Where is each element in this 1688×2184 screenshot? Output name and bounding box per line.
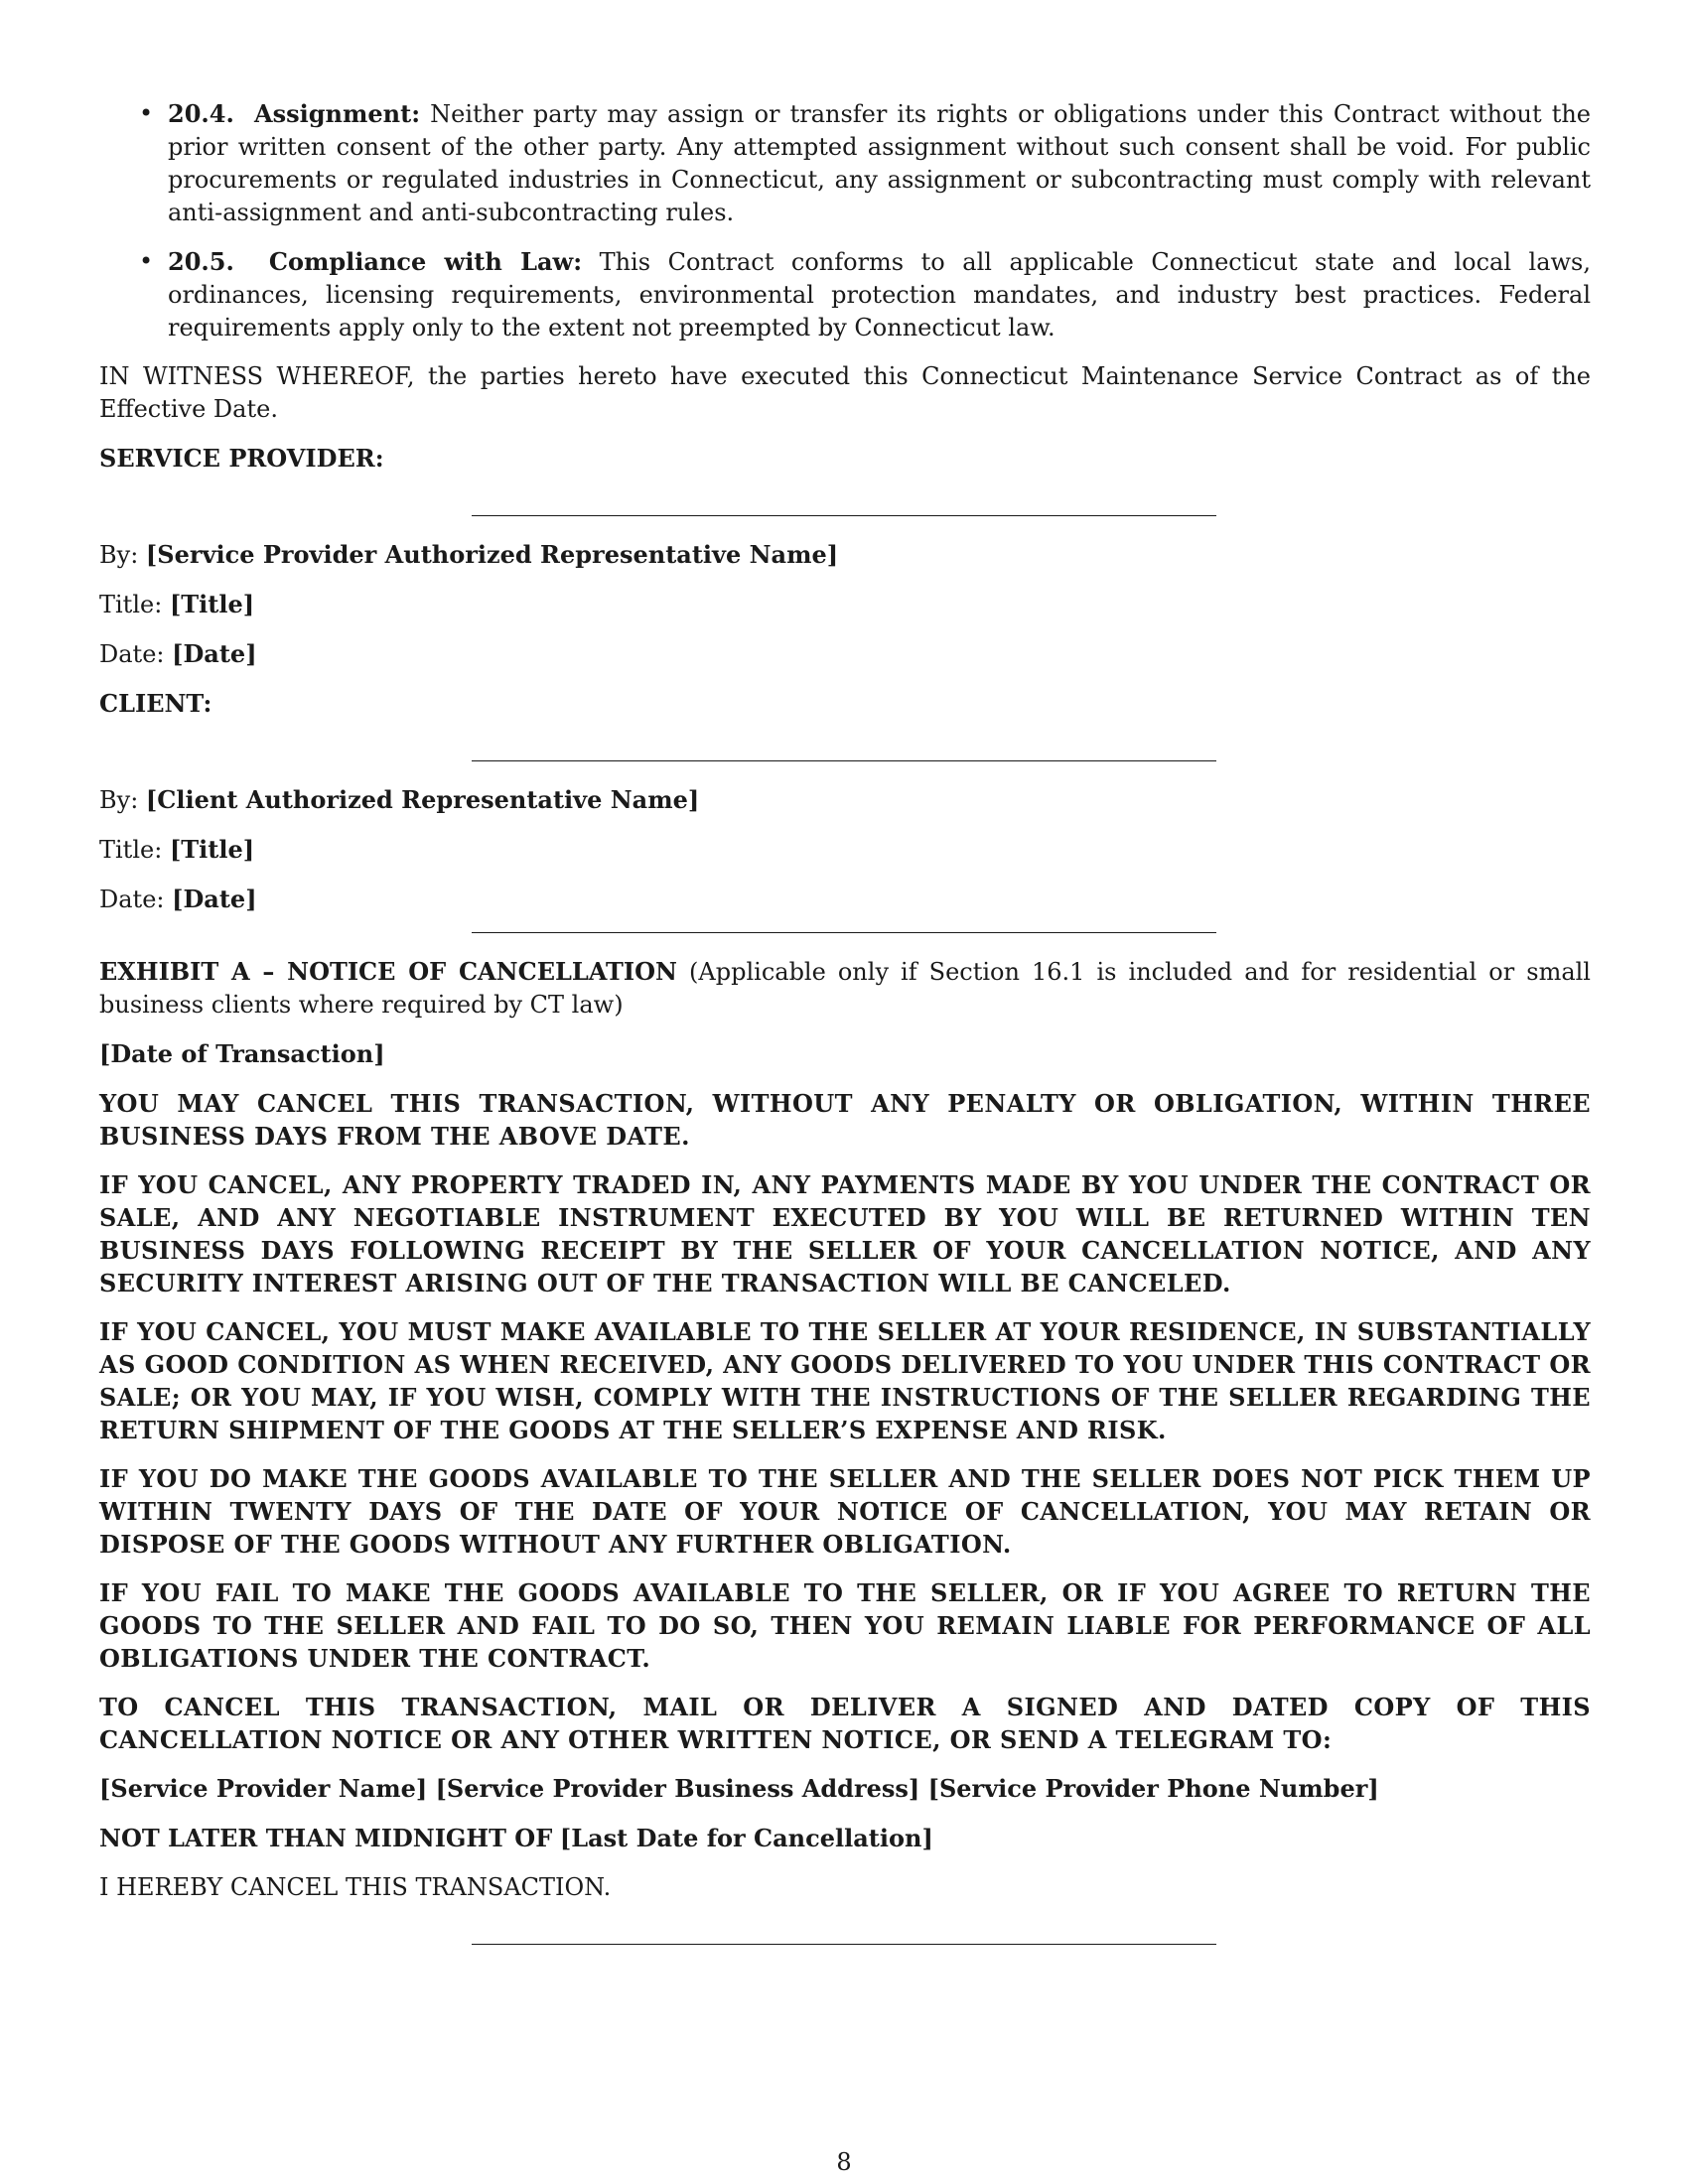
exhibit-heading: EXHIBIT A – NOTICE OF CANCELLATION (Applicable only if Section 16.1 is included and for residential or small business clients where required by CT law)	[99, 957, 1591, 1019]
cancellation-notice-paragraph: IF YOU FAIL TO MAKE THE GOODS AVAILABLE TO THE SELLER, OR IF YOU AGREE TO RETURN THE GOODS TO THE SELLER AND FAIL TO DO SO, THEN YOU REMAIN LIABLE FOR PERFORMANCE OF ALL OBLIGATIONS UNDER THE CONTRACT.	[99, 1578, 1591, 1673]
service-provider-date: Date: [Date]	[99, 639, 257, 668]
list-item	[99, 245, 1591, 344]
bullet-icon: •	[139, 99, 154, 127]
client-signature-line	[472, 760, 1216, 761]
service-provider-title: Title: [Title]	[99, 590, 255, 618]
cancellation-signature-line	[472, 1944, 1216, 1945]
list-item	[99, 97, 1591, 229]
clause-number: 20.4.	[168, 99, 234, 128]
clause-title: Assignment:	[254, 99, 421, 128]
client-date: Date: [Date]	[99, 885, 257, 913]
page-number: 8	[836, 2148, 852, 2176]
service-provider-signature-line	[472, 515, 1216, 516]
cancel-statement: I HEREBY CANCEL THIS TRANSACTION.	[99, 1873, 612, 1901]
client-heading: CLIENT:	[99, 689, 212, 718]
client-by: By: [Client Authorized Representative Name]	[99, 785, 700, 814]
cancellation-notice-paragraph: YOU MAY CANCEL THIS TRANSACTION, WITHOUT ANY PENALTY OR OBLIGATION, WITHIN THREE BUSINESS DAYS FROM THE ABOVE DATE.	[99, 1089, 1591, 1151]
provider-contact-fields: [Service Provider Name] [Service Provider Business Address] [Service Provider Phone Number]	[99, 1774, 1379, 1803]
witness-statement: IN WITNESS WHEREOF, the parties hereto have executed this Connecticut Maintenance Service Contract as of the Effective Date.	[99, 362, 1591, 423]
cancellation-deadline: NOT LATER THAN MIDNIGHT OF [Last Date for Cancellation]	[99, 1824, 933, 1852]
clause-text: Neither party may assign or transfer its rights or obligations under this Contract without the prior written consent of the other party. Any attempted assignment without such consent shall be void. For public procurements or regulated industries in Connecticut, any assignment or subcontracting must comply with relevant anti-assignment and anti-subcontracting rules.	[168, 100, 1591, 226]
clause-number: 20.5.	[168, 247, 234, 276]
bullet-icon: •	[139, 247, 154, 275]
page-content	[99, 97, 1591, 1945]
cancellation-notice-paragraph: IF YOU CANCEL, YOU MUST MAKE AVAILABLE TO THE SELLER AT YOUR RESIDENCE, IN SUBSTANTIALLY AS GOOD CONDITION AS WHEN RECEIVED, ANY GOODS DELIVERED TO YOU UNDER THIS CONTRACT OR SALE; OR YOU MAY, IF YOU WISH, COMPLY WITH THE INSTRUCTIONS OF THE SELLER REGARDING THE RETURN SHIPMENT OF THE GOODS AT THE SELLER’S EXPENSE AND RISK.	[99, 1317, 1591, 1444]
service-provider-by: By: [Service Provider Authorized Representative Name]	[99, 540, 839, 569]
clause-title: Compliance with Law:	[268, 247, 583, 276]
transaction-date-field: [Date of Transaction]	[99, 1039, 385, 1068]
client-title: Title: [Title]	[99, 835, 255, 864]
section-divider	[472, 932, 1216, 933]
clause-list	[99, 97, 1591, 344]
cancellation-notice-paragraph: IF YOU DO MAKE THE GOODS AVAILABLE TO THE SELLER AND THE SELLER DOES NOT PICK THEM UP WITHIN TWENTY DAYS OF THE DATE OF YOUR NOTICE OF CANCELLATION, YOU MAY RETAIN OR DISPOSE OF THE GOODS WITHOUT ANY FURTHER OBLIGATION.	[99, 1464, 1591, 1559]
service-provider-heading: SERVICE PROVIDER:	[99, 444, 384, 473]
cancellation-notice-paragraph: IF YOU CANCEL, ANY PROPERTY TRADED IN, ANY PAYMENTS MADE BY YOU UNDER THE CONTRACT OR SALE, AND ANY NEGOTIABLE INSTRUMENT EXECUTED BY YOU WILL BE RETURNED WITHIN TEN BUSINESS DAYS FOLLOWING RECEIPT BY THE SELLER OF YOUR CANCELLATION NOTICE, AND ANY SECURITY INTEREST ARISING OUT OF THE TRANSACTION WILL BE CANCELED.	[99, 1170, 1591, 1297]
cancellation-notice-paragraph: TO CANCEL THIS TRANSACTION, MAIL OR DELIVER A SIGNED AND DATED COPY OF THIS CANCELLATION NOTICE OR ANY OTHER WRITTEN NOTICE, OR SEND A TELEGRAM TO:	[99, 1693, 1591, 1754]
clause-text: This Contract conforms to all applicable Connecticut state and local laws, ordinances, licensing requirements, environmental protection mandates, and industry best practices. Federal requirements apply only to the extent not preempted by Connecticut law.	[168, 248, 1591, 341]
